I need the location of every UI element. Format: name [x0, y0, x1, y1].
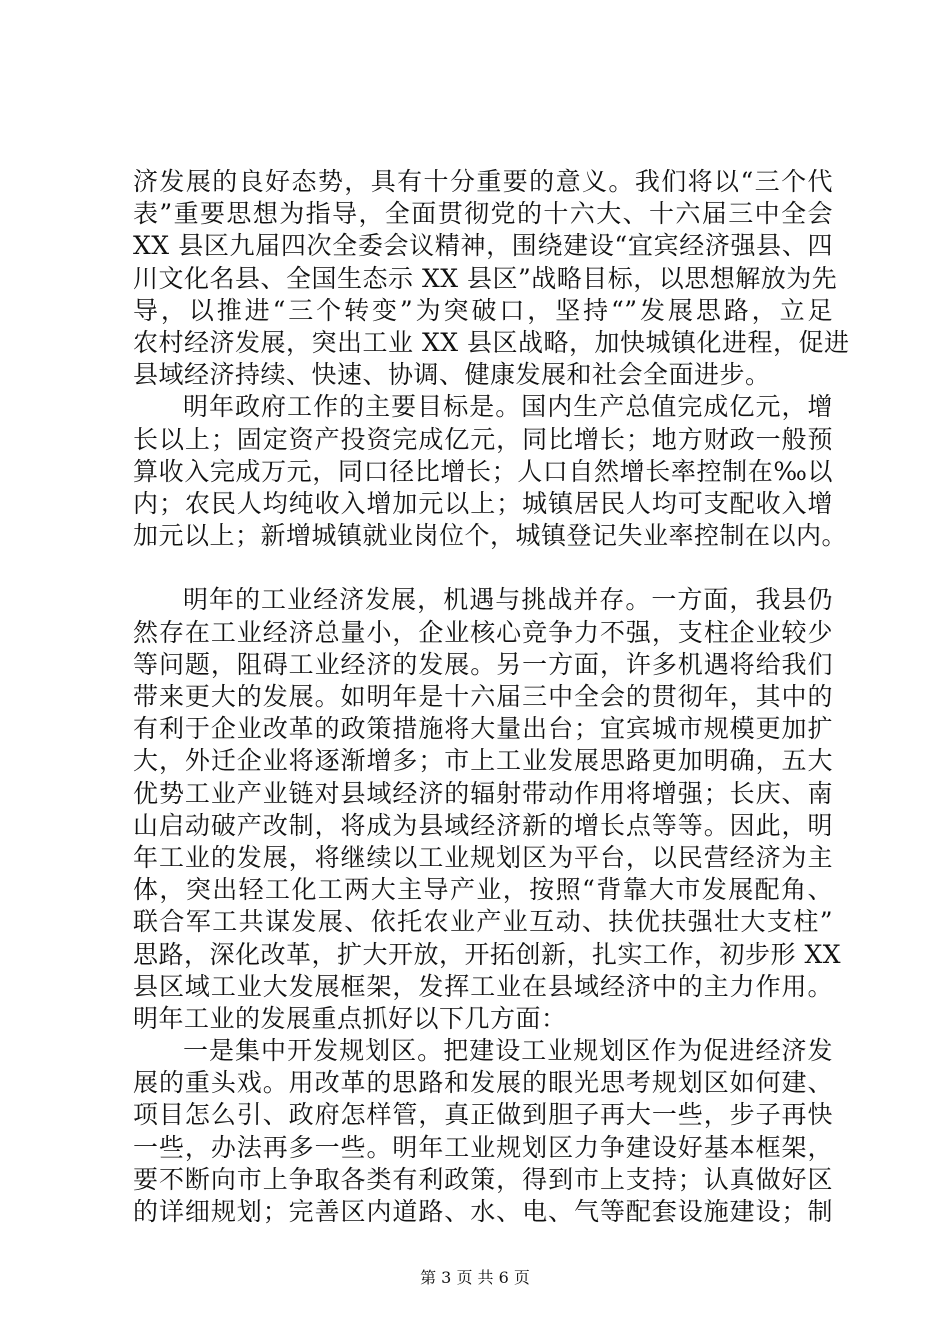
text-line: 的详细规划；完善区内道路、水、电、气等配套设施建设；制	[133, 1197, 833, 1226]
text-line: 等问题，阻碍工业经济的发展。另一方面，许多机遇将给我们	[133, 649, 833, 679]
text-line: 联合军工共谋发展、依托农业产业互动、扶优扶强壮大支柱”	[133, 907, 833, 937]
text-line: 要不断向市上争取各类有利政策，得到市上支持；认真做好区	[133, 1164, 833, 1194]
text-line: 然存在工业经济总量小，企业核心竞争力不强，支柱企业较少	[133, 617, 833, 647]
paragraph-1	[133, 166, 850, 391]
text-line: 有利于企业改革的政策措施将大量出台；宜宾城市规模更加扩	[133, 714, 833, 744]
text-line: 思路，深化改革，扩大开放，开拓创新，扎实工作，初步形 XX	[133, 939, 842, 969]
text-line: 导，以推进“三个转变”为突破口，坚持“”发展思路，立足	[133, 295, 833, 325]
paragraph-4	[133, 1035, 833, 1228]
text-line: 县域经济持续、快速、协调、健康发展和社会全面进步。	[133, 360, 771, 390]
text-line: 项目怎么引、政府怎样管，真正做到胆子再大一些，步子再快	[133, 1100, 833, 1130]
text-line: 优势工业产业链对县域经济的辐射带动作用将增强；长庆、南	[133, 778, 833, 808]
text-line: 山启动破产改制，将成为县域经济新的增长点等等。因此，明	[133, 810, 833, 840]
text-line: 带来更大的发展。如明年是十六届三中全会的贯彻年，其中的	[133, 682, 833, 711]
text-line: 一是集中开发规划区。把建设工业规划区作为促进经济发	[183, 1036, 833, 1066]
text-line: 川文化名县、全国生态示 XX 县区”战略目标，以思想解放为先	[133, 263, 838, 293]
text-line: 体，突出轻工化工两大主导产业，按照“背靠大市发展配角、	[133, 875, 833, 905]
text-line: 明年工业的发展重点抓好以下几方面：	[133, 1003, 567, 1033]
blank-line	[133, 552, 833, 584]
text-line: 表”重要思想为指导，全面贯彻党的十六大、十六届三中全会	[133, 199, 833, 229]
text-line: 一些，办法再多一些。明年工业规划区力争建设好基本框架，	[133, 1132, 833, 1162]
text-line: 明年的工业经济发展，机遇与挑战并存。一方面，我县仍	[183, 585, 833, 615]
text-line: 农村经济发展，突出工业 XX 县区战略，加快城镇化进程，促进	[133, 327, 850, 357]
page-number-footer: 第 3 页 共 6 页	[420, 1268, 530, 1287]
paragraph-3	[133, 584, 842, 1035]
text-line: 算收入完成万元，同口径比增长；人口自然增长率控制在‰以	[133, 456, 833, 486]
text-line: 长以上；固定资产投资完成亿元，同比增长；地方财政一般预	[133, 424, 833, 454]
paragraph-2	[133, 391, 848, 552]
text-line: XX 县区九届四次全委会议精神，围绕建设“宜宾经济强县、四	[133, 231, 833, 261]
text-line: 年工业的发展，将继续以工业规划区为平台，以民营经济为主	[133, 842, 833, 872]
text-line: 展的重头戏。用改革的思路和发展的眼光思考规划区如何建、	[133, 1068, 833, 1098]
text-line: 县区域工业大发展框架，发挥工业在县域经济中的主力作用。	[133, 971, 833, 1001]
text-line: 加元以上；新增城镇就业岗位个，城镇登记失业率控制在以内。	[133, 521, 848, 551]
text-line: 大，外迁企业将逐渐增多；市上工业发展思路更加明确，五大	[133, 746, 833, 776]
text-line: 明年政府工作的主要目标是。国内生产总值完成亿元，增	[183, 392, 833, 422]
text-line: 济发展的良好态势，具有十分重要的意义。我们将以“三个代	[133, 167, 833, 196]
text-line: 内；农民人均纯收入增加元以上；城镇居民人均可支配收入增	[133, 488, 833, 518]
document-body	[133, 166, 850, 1228]
